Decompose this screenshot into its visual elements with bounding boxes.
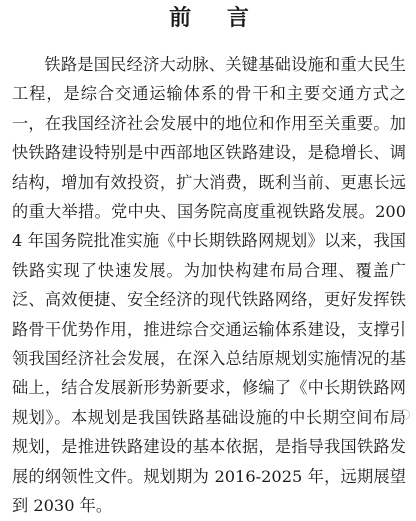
watermark-logo-icon <box>399 409 410 420</box>
watermark <box>399 409 410 420</box>
page-title: 前 言 <box>169 6 263 31</box>
body-paragraph: 铁路是国民经济大动脉、关键基础设施和重大民生工程，是综合交通运输体系的骨干和主要交通方式之一，在我国经济社会发展中的地位和作用至关重要。加快铁路建设特别是中西部地区铁路建设，是稳增长、调结构，增加有效投资，扩大消费，既利当前、更惠长远的重大举措。党中央、国务院高度重视铁路发展。2004 年国务院批准实施《中长期铁路网规划》以来，我国铁路实现了快速发展。为加快构建布局合理、覆盖广泛、高效便捷、安全经济的现代铁路网络，更好发挥铁路骨干优势作用，推进综合交通运输体系建设，支撑引领我国经济社会发展，在深入总结原规划实施情况的基础上，结合发展新形势新要求，修编了《中长期铁路网规划》。本规划是我国铁路基础设施的中长期空间布局规划，是推进铁路建设的基本依据，是指导我国铁路发展的纲领性文件。规划期为 2016-2025 年，远期展望到 2030 年。 <box>12 55 406 516</box>
